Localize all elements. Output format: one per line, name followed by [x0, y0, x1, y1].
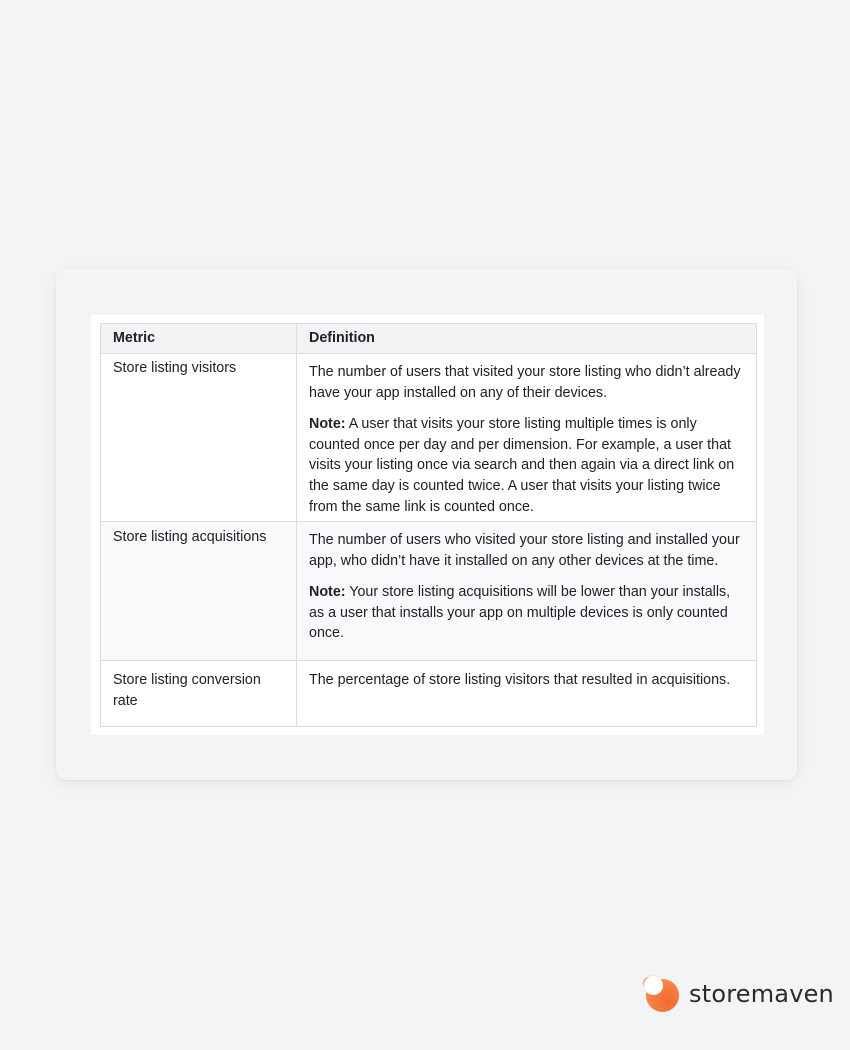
- note-paragraph: [309, 403, 744, 517]
- definition-text: The number of users that visited your store listing who didn’t already have your app installed on any of their devices.: [309, 364, 741, 401]
- storemaven-logo-icon: [643, 976, 679, 1012]
- column-header-definition: Definition: [297, 324, 757, 354]
- brand-logo: [643, 976, 834, 1012]
- metric-name: Store listing acquisitions: [113, 529, 267, 545]
- metric-cell: [101, 661, 297, 727]
- table-row: [101, 661, 757, 727]
- table-row: [101, 522, 757, 661]
- note-text: A user that visits your store listing multiple times is only counted once per day and per dimension. For example, a user that visits your listing once via search and then again via a direct link on the same day is counted twice. A user that visits your listing twice from the same link is counted once.: [309, 416, 735, 515]
- definition-cell: [297, 661, 757, 727]
- note-paragraph: [309, 571, 744, 644]
- definition-cell: [297, 354, 757, 522]
- note-label: Note:: [309, 416, 346, 433]
- definition-text: The percentage of store listing visitors that resulted in acquisitions.: [309, 672, 731, 688]
- metric-cell: [101, 522, 297, 661]
- metric-cell: [101, 354, 297, 522]
- definition-cell: [297, 522, 757, 661]
- definition-text: The number of users who visited your store listing and installed your app, who didn’t have it installed on any other devices at the time.: [309, 532, 740, 569]
- table-row: [101, 354, 757, 522]
- note-label: Note:: [309, 584, 346, 601]
- metric-name: Store listing conversion rate: [113, 672, 261, 709]
- note-text: Your store listing acquisitions will be lower than your installs, as a user that installs your app on multiple devices is only counted once.: [309, 584, 731, 642]
- metrics-table: [100, 323, 757, 727]
- metric-name: Store listing visitors: [113, 360, 237, 376]
- brand-name: storemaven: [689, 980, 834, 1008]
- column-header-metric: Metric: [101, 324, 297, 354]
- table-header-row: [101, 324, 757, 354]
